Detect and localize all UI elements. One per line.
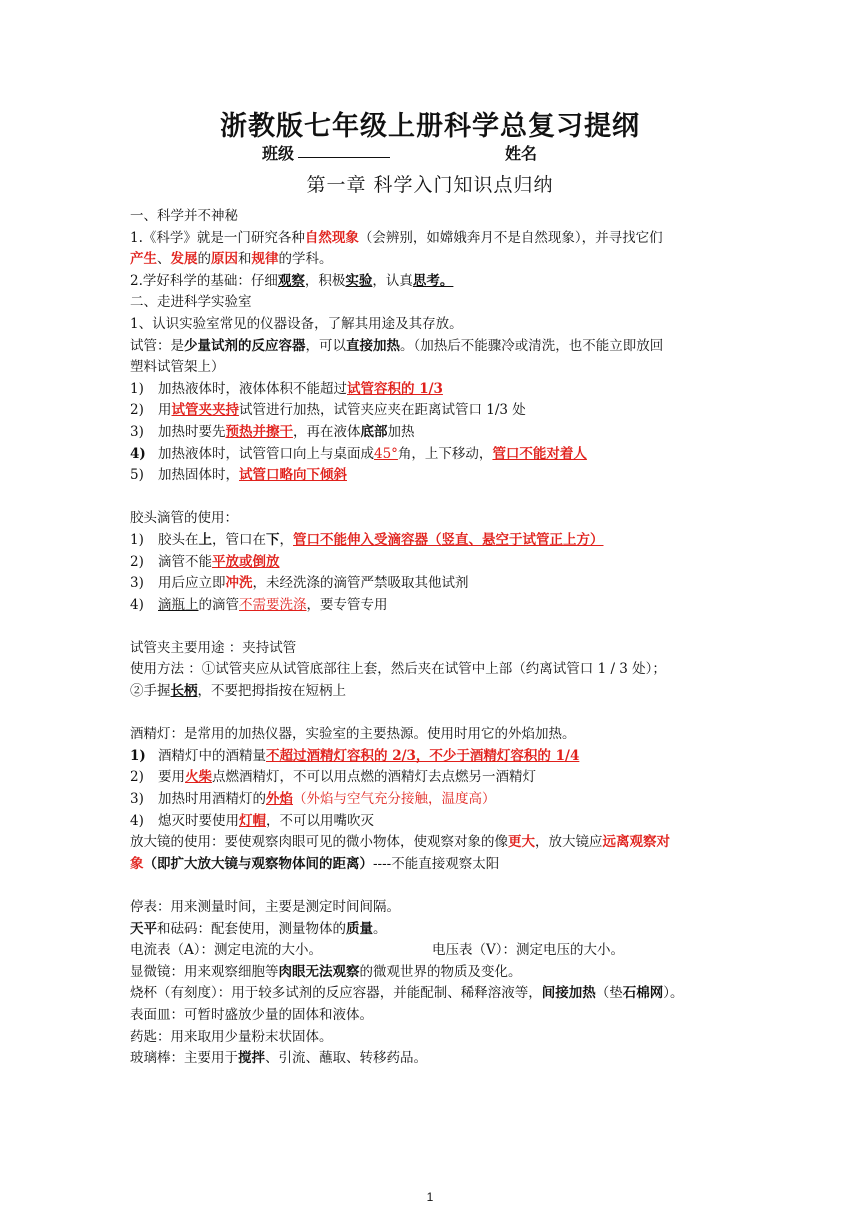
list-item: 4) 加热液体时，试管管口向上与桌面成45°角，上下移动，管口不能对着人 [130, 445, 587, 462]
document-body [130, 206, 732, 1070]
page-number: 1 [426, 1190, 434, 1204]
text-line: 显微镜：用来观察细胞等肉眼无法观察的微观世界的物质及变化。 [130, 963, 522, 980]
list-item: 3) 加热时要先预热并擦干，再在液体底部加热 [130, 423, 415, 440]
list-item: 5) 加热固体时，试管口略向下倾斜 [130, 467, 347, 484]
text-line: 表面皿：可暂时盛放少量的固体和液体。 [130, 1006, 373, 1023]
student-info-row [0, 139, 860, 165]
text-line: 象（即扩大放大镜与观察物体间的距离）----不能直接观察太阳 [130, 855, 500, 872]
text-line: 药匙：用来取用少量粉末状固体。 [130, 1028, 333, 1045]
list-item: 3) 用后应立即冲洗，未经洗涤的滴管严禁吸取其他试剂 [130, 575, 469, 592]
text-line: 试管夹主要用途 ：夹持试管 [130, 639, 297, 656]
subheading: 胶头滴管的使用： [130, 510, 238, 527]
text-line: 烧杯（有刻度）：用于较多试剂的反应容器，并能配制、稀释溶液等，间接加热（垫石棉网）。 [130, 985, 684, 1002]
text-line: 2.学好科学的基础：仔细观察，积极实验，认真思考。 [130, 272, 454, 289]
spacer [130, 616, 732, 638]
list-item: 3) 加热时用酒精灯的外焰（外焰与空气充分接触，温度高） [130, 791, 496, 808]
list-item: 4) 熄灭时要使用灯帽，不可以用嘴吹灭 [130, 812, 374, 829]
class-label: 班级 [262, 144, 295, 163]
spacer [130, 703, 732, 725]
text-line: 天平和砝码：配套使用，测量物体的质量。 [130, 920, 387, 937]
section-heading-2: 二、走进科学实验室 [130, 294, 252, 311]
text-line: 使用方法 ：①试管夹应从试管底部往上套，然后夹在试管中上部（约离试管口 1 / 3 处）； [130, 661, 666, 678]
text-line: 放大镜的使用：要使观察肉眼可见的微小物体，使观察对象的像更大，放大镜应远离观察对 [130, 834, 670, 851]
subheading: 酒精灯：是常用的加热仪器，实验室的主要热源。使用时用它的外焰加热。 [130, 726, 576, 743]
text-line: 1、认识实验室常见的仪器设备，了解其用途及其存放。 [130, 315, 463, 332]
list-item: 1) 加热液体时，液体体积不能超过试管容积的 1/3 [130, 380, 443, 397]
text-line: 塑料试管架上） [130, 359, 225, 376]
text-line: 1.《科学》就是一门研究各种自然现象（会辨别，如嫦娥奔月不是自然现象），并寻找它们 [130, 229, 663, 246]
text-line: 电流表（A）：测定电流的大小。 电压表（V）：测定电压的大小。 [130, 942, 624, 959]
class-blank-line [298, 157, 390, 158]
text-line: 停表：用来测量时间，主要是测定时间间隔。 [130, 899, 400, 915]
spacer [130, 487, 732, 509]
document-title: 浙教版七年级上册科学总复习提纲 [220, 111, 640, 142]
list-item: 4) 滴瓶上的滴管不需要洗涤，要专管专用 [130, 596, 388, 613]
list-item: 2) 要用火柴点燃酒精灯，不可以用点燃的酒精灯去点燃另一酒精灯 [130, 769, 536, 786]
list-item: 2) 用试管夹夹持试管进行加热，试管夹应夹在距离试管口 1/3 处 [130, 402, 526, 419]
chapter-heading: 第一章 科学入门知识点归纳 [306, 174, 554, 196]
section-heading-1: 一、科学并不神秘 [130, 208, 238, 224]
text-line: 玻璃棒：主要用于搅拌、引流、蘸取、转移药品。 [130, 1050, 427, 1067]
text-line: ②手握长柄，不要把拇指按在短柄上 [130, 683, 346, 700]
text-line: 试管：是少量试剂的反应容器，可以直接加热。（加热后不能骤冷或清洗，也不能立即放回 [130, 337, 664, 354]
list-item: 1) 胶头在上，管口在下，管口不能伸入受滴容器（竖直、悬空于试管正上方） [130, 531, 604, 548]
spacer [130, 875, 732, 897]
name-label: 姓名 [505, 144, 538, 163]
text-line: 产生、发展的原因和规律的学科。 [130, 251, 333, 268]
list-item: 2) 滴管不能平放或倒放 [130, 553, 280, 570]
list-item: 1) 酒精灯中的酒精量不超过酒精灯容积的 2/3，不少于酒精灯容积的 1/4 [130, 747, 580, 764]
